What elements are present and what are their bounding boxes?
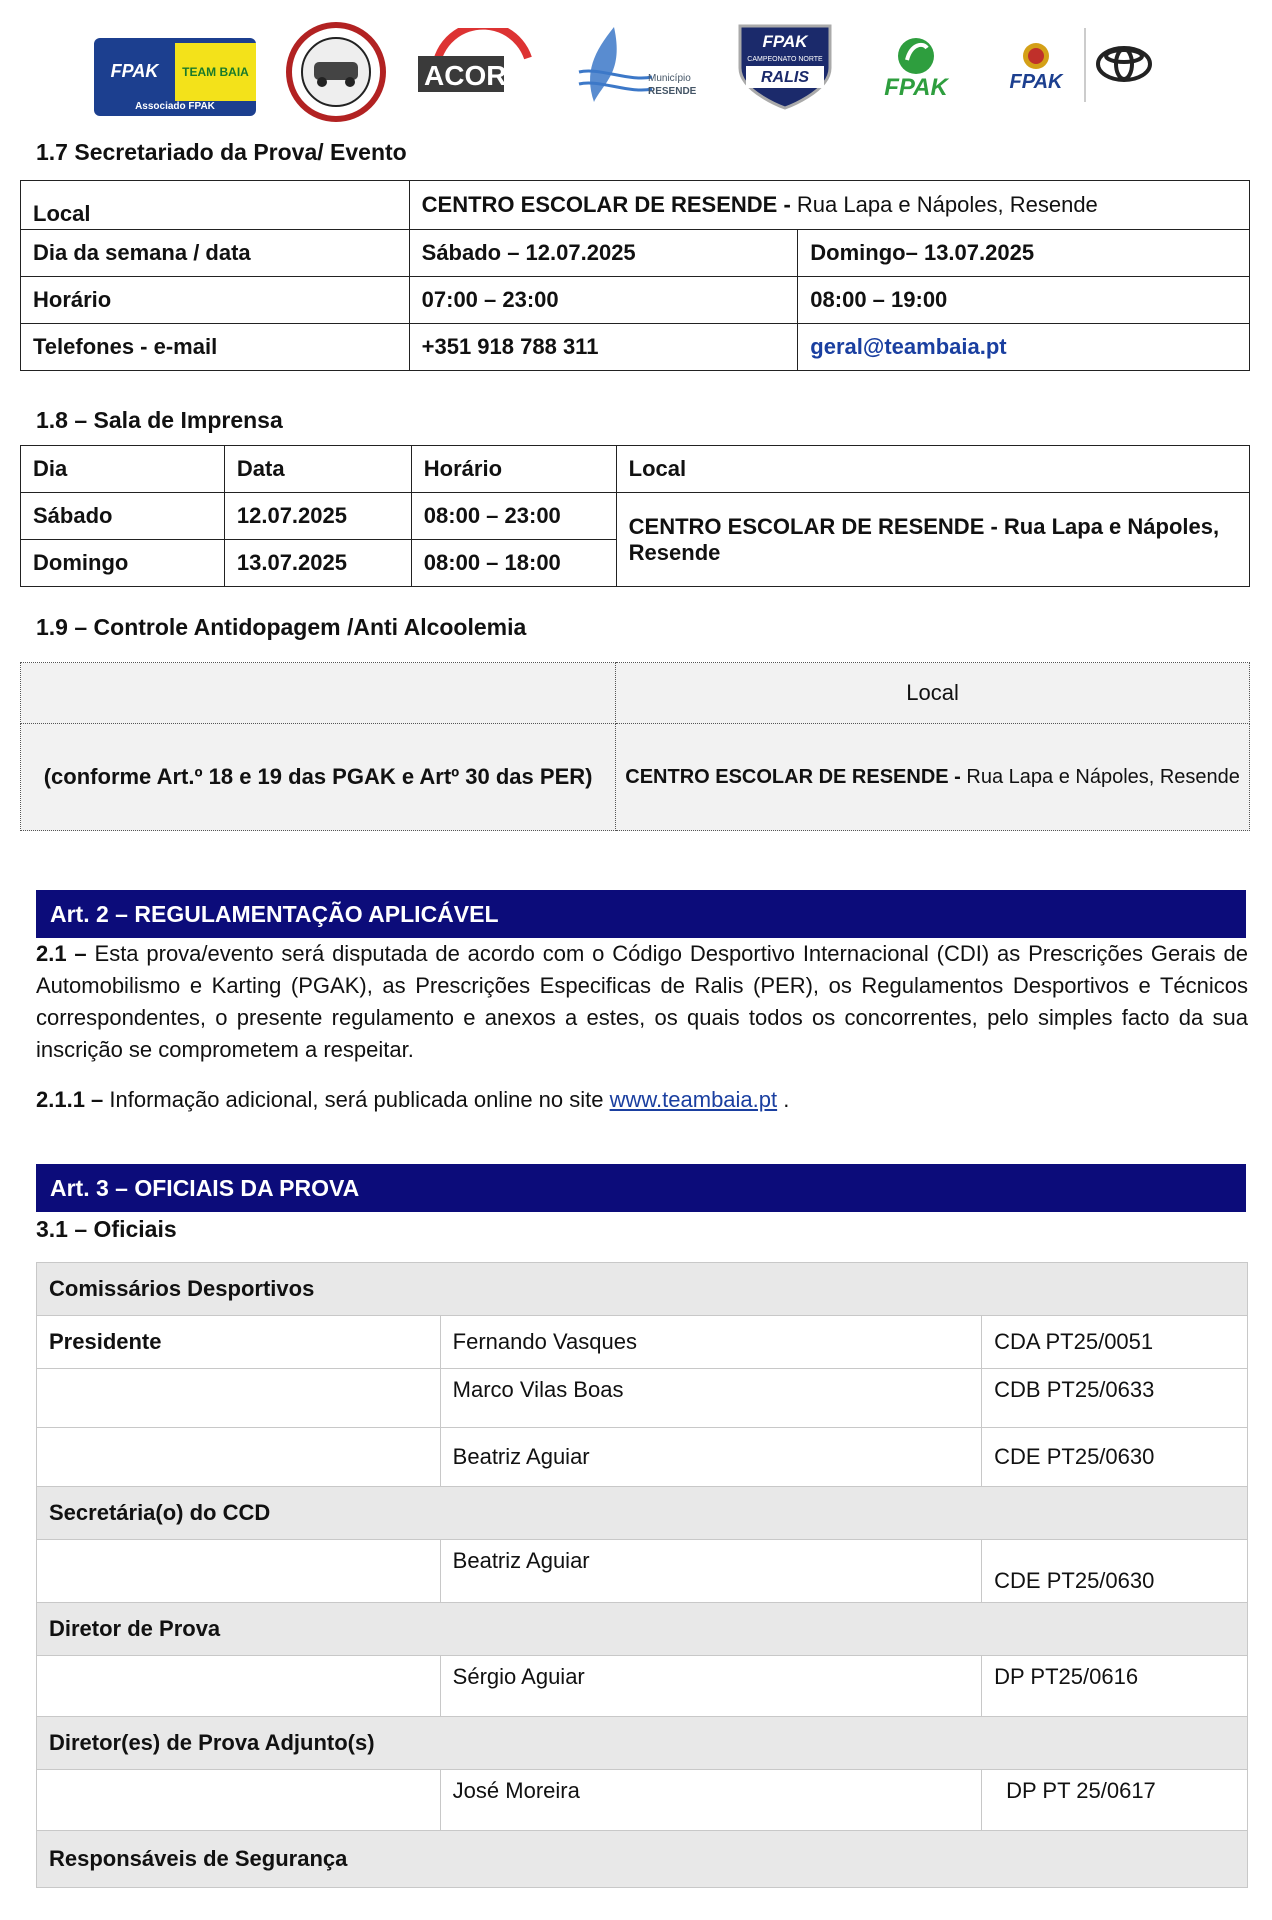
official-name: José Moreira <box>440 1770 981 1831</box>
horario-saturday: 07:00 – 23:00 <box>409 277 798 324</box>
fpak-text: FPAK <box>110 61 159 81</box>
horario-label: Horário <box>21 277 410 324</box>
official-code: CDE PT25/0630 <box>982 1428 1248 1487</box>
presidente-label: Presidente <box>37 1316 441 1369</box>
header-horario: Horário <box>411 446 616 493</box>
row-horario: 08:00 – 23:00 <box>411 493 616 540</box>
official-name: Beatriz Aguiar <box>440 1540 981 1603</box>
table-row <box>21 324 1250 371</box>
local-venue: CENTRO ESCOLAR DE RESENDE - <box>421 192 791 217</box>
paragraph-number: 2.1.1 – <box>36 1087 104 1112</box>
group-secretaria: Secretária(o) do CCD <box>37 1487 1248 1540</box>
official-name: Sérgio Aguiar <box>440 1656 981 1717</box>
official-code: CDA PT25/0051 <box>982 1316 1248 1369</box>
paragraph-text: Informação adicional, será publicada online no site <box>103 1087 610 1112</box>
local-address: Rua Lapa e Nápoles, Resende <box>960 765 1240 788</box>
header-data: Data <box>224 446 411 493</box>
section-1-9-title: 1.9 – Controle Antidopagem /Anti Alcoolemia <box>36 614 527 640</box>
official-code: DP PT25/0616 <box>982 1656 1248 1717</box>
email-link[interactable]: geral@teambaia.pt <box>798 324 1250 371</box>
automovel-clube-classicos-logo <box>282 22 390 122</box>
campeonato-text: CAMPEONATO NORTE <box>747 56 823 63</box>
local-value <box>409 181 1249 230</box>
group-comissarios: Comissários Desportivos <box>37 1263 1248 1316</box>
acor-text: ACOR <box>424 60 507 91</box>
local-label: Local <box>21 181 410 230</box>
campeonato-norte-ralis-logo <box>732 22 838 110</box>
antidopagem-table <box>20 662 1250 831</box>
empty-cell <box>37 1770 441 1831</box>
associado-text: Associado FPAK <box>135 100 215 112</box>
table-row <box>21 493 1250 540</box>
group-seguranca: Responsáveis de Segurança <box>37 1831 1248 1888</box>
fpak-green-logo <box>870 28 962 108</box>
resende-text: RESENDE <box>648 86 697 97</box>
paragraph-end: . <box>777 1087 790 1112</box>
team-baia-text: TEAM BAIA <box>175 43 256 101</box>
paragraph-text: Esta prova/evento será disputada de acordo com o Código Desportivo Internacional (CDI) as Prescrições Gerais de Automobilismo e Karting (PGAK), as Prescrições Especificas de Ralis (PER), os Regulamentos Desportivos e Técnicos correspondentes, o presente regulamento e anexos a estes, os quais todos os concorrentes, pelo simples facto da sua inscrição se comprometem a respeitar. <box>36 941 1248 1062</box>
row-horario: 08:00 – 18:00 <box>411 540 616 587</box>
group-diretor: Diretor de Prova <box>37 1603 1248 1656</box>
local-venue: CENTRO ESCOLAR DE RESENDE - <box>625 765 961 788</box>
fpak-text: FPAK <box>762 32 808 51</box>
art-3-banner: Art. 3 – OFICIAIS DA PROVA <box>36 1164 1246 1212</box>
toyota-logo <box>1094 44 1154 84</box>
local-value: CENTRO ESCOLAR DE RESENDE - Rua Lapa e Nápoles, Resende <box>616 493 1249 587</box>
fpak-text: FPAK <box>884 74 948 101</box>
header-dia: Dia <box>21 446 225 493</box>
table-row <box>37 1428 1248 1487</box>
group-row <box>37 1717 1248 1770</box>
table-row <box>37 1770 1248 1831</box>
group-row <box>37 1831 1248 1888</box>
teambaia-link[interactable]: www.teambaia.pt <box>609 1087 778 1112</box>
empty-cell <box>37 1369 441 1428</box>
official-name: Beatriz Aguiar <box>440 1428 981 1487</box>
dia-saturday: Sábado – 12.07.2025 <box>409 230 798 277</box>
fpak-federacao-logo <box>994 28 1078 106</box>
section-1-7-title: 1.7 Secretariado da Prova/ Evento <box>36 139 407 165</box>
secretariado-table <box>20 180 1250 371</box>
header-local: Local <box>616 446 1249 493</box>
group-row <box>37 1487 1248 1540</box>
paragraph-2-1 <box>36 938 1248 1066</box>
horario-sunday: 08:00 – 19:00 <box>798 277 1250 324</box>
table-header-row <box>21 446 1250 493</box>
row-data: 12.07.2025 <box>224 493 411 540</box>
table-row <box>37 1369 1248 1428</box>
oficiais-table <box>36 1262 1248 1888</box>
section-1-8-title: 1.8 – Sala de Imprensa <box>36 407 283 433</box>
official-code: DP PT 25/0617 <box>982 1770 1248 1831</box>
table-row <box>21 277 1250 324</box>
local-header: Local <box>616 663 1250 724</box>
acor-logo <box>418 28 542 102</box>
table-row <box>21 181 1250 230</box>
row-dia: Domingo <box>21 540 225 587</box>
table-row <box>21 724 1250 831</box>
sala-imprensa-table <box>20 445 1250 587</box>
row-dia: Sábado <box>21 493 225 540</box>
dia-sunday: Domingo– 13.07.2025 <box>798 230 1250 277</box>
official-name: Fernando Vasques <box>440 1316 981 1369</box>
official-code: CDE PT25/0630 <box>982 1540 1248 1603</box>
local-address: Rua Lapa e Nápoles, Resende <box>790 192 1098 217</box>
empty-cell <box>37 1540 441 1603</box>
group-diretor-adjunto: Diretor(es) de Prova Adjunto(s) <box>37 1717 1248 1770</box>
empty-cell <box>37 1656 441 1717</box>
empty-header <box>21 663 616 724</box>
antidopagem-note: (conforme Art.º 18 e 19 das PGAK e Artº 30 das PER) <box>21 724 616 831</box>
row-data: 13.07.2025 <box>224 540 411 587</box>
official-name: Marco Vilas Boas <box>440 1369 981 1428</box>
group-row <box>37 1263 1248 1316</box>
official-code: CDB PT25/0633 <box>982 1369 1248 1428</box>
table-header-row <box>21 663 1250 724</box>
paragraph-2-1-1 <box>36 1084 1248 1116</box>
municipio-resende-logo <box>574 22 704 108</box>
sponsor-logos <box>0 0 1272 135</box>
telefone-value: +351 918 788 311 <box>409 324 798 371</box>
dia-label: Dia da semana / data <box>21 230 410 277</box>
logo-divider <box>1084 28 1086 102</box>
table-row <box>37 1316 1248 1369</box>
local-value <box>616 724 1250 831</box>
table-row <box>37 1540 1248 1603</box>
fpak-team-baia-logo <box>94 38 256 116</box>
telefones-label: Telefones - e-mail <box>21 324 410 371</box>
art-2-banner: Art. 2 – REGULAMENTAÇÃO APLICÁVEL <box>36 890 1246 938</box>
municipio-text: Município <box>648 73 691 84</box>
group-row <box>37 1603 1248 1656</box>
section-3-1-title: 3.1 – Oficiais <box>36 1216 177 1242</box>
empty-cell <box>37 1428 441 1487</box>
paragraph-number: 2.1 – <box>36 941 87 966</box>
ralis-text: RALIS <box>761 69 809 86</box>
fpak-text: FPAK <box>1009 70 1063 93</box>
table-row <box>37 1656 1248 1717</box>
table-row <box>21 230 1250 277</box>
